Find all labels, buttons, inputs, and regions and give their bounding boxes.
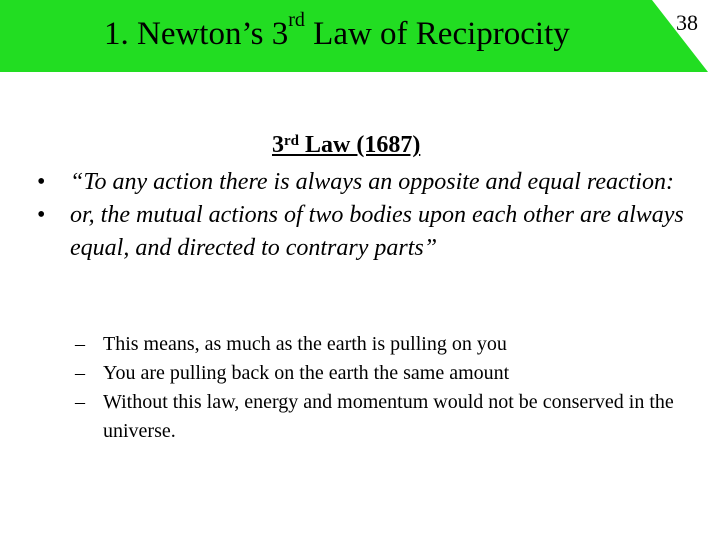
bullet-marker: •	[37, 202, 46, 228]
bullet-text: “To any action there is always an opposite and equal reaction:	[70, 169, 674, 195]
title-superscript: rd	[288, 9, 305, 31]
title-prefix: 1. Newton’s 3	[104, 16, 289, 52]
sub-bullet-item	[0, 359, 683, 388]
sub-bullet-marker: –	[75, 333, 85, 355]
page-number: 38	[676, 10, 698, 35]
heading-prefix: 3	[272, 132, 284, 158]
heading-superscript: rd	[284, 133, 299, 149]
section-heading	[0, 131, 720, 159]
sub-bullet-text: Without this law, energy and momentum would not be conserved in the universe.	[103, 391, 674, 442]
sub-bullet-list	[0, 330, 720, 446]
slide-title	[0, 9, 720, 56]
heading-suffix: Law (1687)	[299, 132, 421, 158]
sub-bullet-item	[0, 330, 683, 359]
sub-bullet-item	[0, 388, 683, 446]
bullet-text: or, the mutual actions of two bodies upon each other are always equal, and directed to contrary parts”	[70, 202, 684, 261]
bullet-item	[0, 199, 710, 265]
sub-bullet-text: You are pulling back on the earth the same amount	[103, 362, 510, 384]
sub-bullet-text: This means, as much as the earth is pulling on you	[103, 333, 507, 355]
sub-bullet-marker: –	[75, 391, 85, 413]
bullet-marker: •	[37, 169, 46, 195]
sub-bullet-marker: –	[75, 362, 85, 384]
bullet-item	[0, 166, 710, 199]
bullet-list	[0, 166, 720, 265]
title-suffix: Law of Reciprocity	[304, 16, 570, 52]
